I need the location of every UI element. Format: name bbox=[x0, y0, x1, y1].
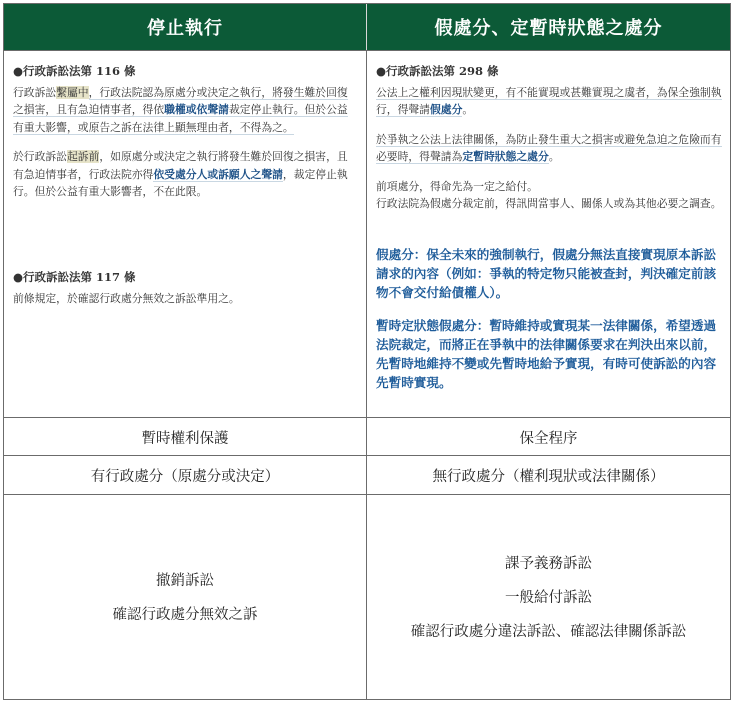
text: 。 bbox=[462, 103, 474, 116]
text: 於行政訴訟 bbox=[13, 150, 67, 163]
right-law-cell bbox=[367, 51, 730, 418]
left-law-cell bbox=[4, 51, 367, 418]
comparison-table bbox=[3, 3, 731, 700]
emphasis-by-authority: 職權或依聲請 bbox=[164, 103, 229, 116]
note-interim-status: 暫時定狀態假處分：暫時維持或實現某一法律關係，希望透過法院裁定，而將正在爭執中的法律關係要求在判決出來以前，先暫時地維持不變或先暫時地給予實現，有時可使訴訟的內容先暫時實現。 bbox=[376, 318, 717, 390]
article-116-block bbox=[13, 63, 358, 213]
article-298-title: ●行政訴訟法第 298 條 bbox=[376, 64, 499, 78]
article-298-paragraph-2 bbox=[376, 131, 722, 166]
text: ，行政法院認為原處分或決定之執行，將發生難於回復之損害，且有急迫情事者，得依 bbox=[13, 85, 348, 116]
article-298-paragraph-1 bbox=[376, 84, 722, 119]
suit-type: 確認行政處分違法訴訟、確認法律關係訴訟 bbox=[410, 623, 687, 640]
suit-types-row bbox=[4, 494, 730, 700]
article-298-paragraph-4: 行政法院為假處分裁定前，得訊問當事人、關係人或為其他必要之調查。 bbox=[376, 197, 722, 210]
suit-type: 課予義務訴訟 bbox=[505, 555, 592, 572]
header-provisional-disposition: 假處分、定暫時狀態之處分 bbox=[434, 18, 663, 39]
law-text-row bbox=[4, 50, 730, 418]
purpose-row bbox=[4, 417, 730, 456]
suit-type: 一般給付訴訟 bbox=[505, 589, 592, 606]
emphasis-interim-status: 定暫時狀態之處分 bbox=[462, 150, 549, 163]
article-116-title: ●行政訴訟法第 116 條 bbox=[13, 64, 136, 78]
article-116-paragraph-2 bbox=[13, 148, 358, 201]
article-116-paragraph-1 bbox=[13, 84, 358, 137]
emphasis-provisional-disposition: 假處分 bbox=[429, 103, 463, 116]
emphasis-by-application: 依受處分人或訴願人之聲請 bbox=[153, 167, 283, 181]
purpose-left: 暫時權利保護 bbox=[4, 418, 367, 456]
text: 公法上之權利因現狀變更，有不能實現或甚難實現之虞者，為保全強制執行，得聲請 bbox=[376, 85, 722, 116]
suit-types-right bbox=[367, 495, 730, 700]
text: ，裁定停止執行。但於公益有重大影響者，不在此限。 bbox=[13, 167, 348, 198]
purpose-right: 保全程序 bbox=[519, 430, 578, 447]
suit-type: 撤銷訴訟 bbox=[156, 572, 214, 589]
article-117-block bbox=[13, 269, 358, 319]
article-117-title: ●行政訴訟法第 117 條 bbox=[13, 270, 136, 284]
explanation-notes bbox=[376, 245, 720, 406]
article-117-paragraph: 前條規定，於確認行政處分無效之訴訟準用之。 bbox=[13, 291, 240, 305]
basis-left: 有行政處分（原處分或決定） bbox=[4, 456, 367, 495]
highlight-before-suit: 起訴前 bbox=[66, 150, 100, 163]
table-header-row bbox=[4, 4, 730, 50]
basis-right: 無行政處分（權利現狀或法律關係） bbox=[432, 469, 665, 485]
header-stop-execution: 停止執行 bbox=[4, 4, 367, 50]
highlight-pending: 繫屬中 bbox=[56, 85, 89, 99]
article-298-paragraph-3: 前項處分，得命先為一定之給付。 bbox=[376, 179, 538, 193]
text: 行政訴訟 bbox=[13, 85, 57, 99]
suit-types-left bbox=[4, 495, 367, 700]
note-provisional-disposition: 假處分：保全未來的強制執行，假處分無法直接實現原本訴訟請求的內容（例如：爭執的特定物只能被查封，判決確定前該物不會交付給債權人）。 bbox=[376, 247, 717, 300]
basis-row bbox=[4, 455, 730, 495]
article-298-block bbox=[376, 63, 722, 225]
text: 於爭執之公法上法律關係，為防止發生重大之損害或避免急迫之危險而有必要時，得聲請為 bbox=[376, 132, 722, 163]
suit-type: 確認行政處分無效之訴 bbox=[112, 606, 258, 623]
text: 裁定停止執行。但於公益有重大影響，或原告之訴在法律上顯無理由者，不得為之。 bbox=[13, 103, 348, 134]
text: ，如原處分或決定之執行將發生難於回復之損害，且有急迫情事者，行政法院亦得 bbox=[13, 150, 348, 181]
text: 。 bbox=[548, 150, 560, 163]
